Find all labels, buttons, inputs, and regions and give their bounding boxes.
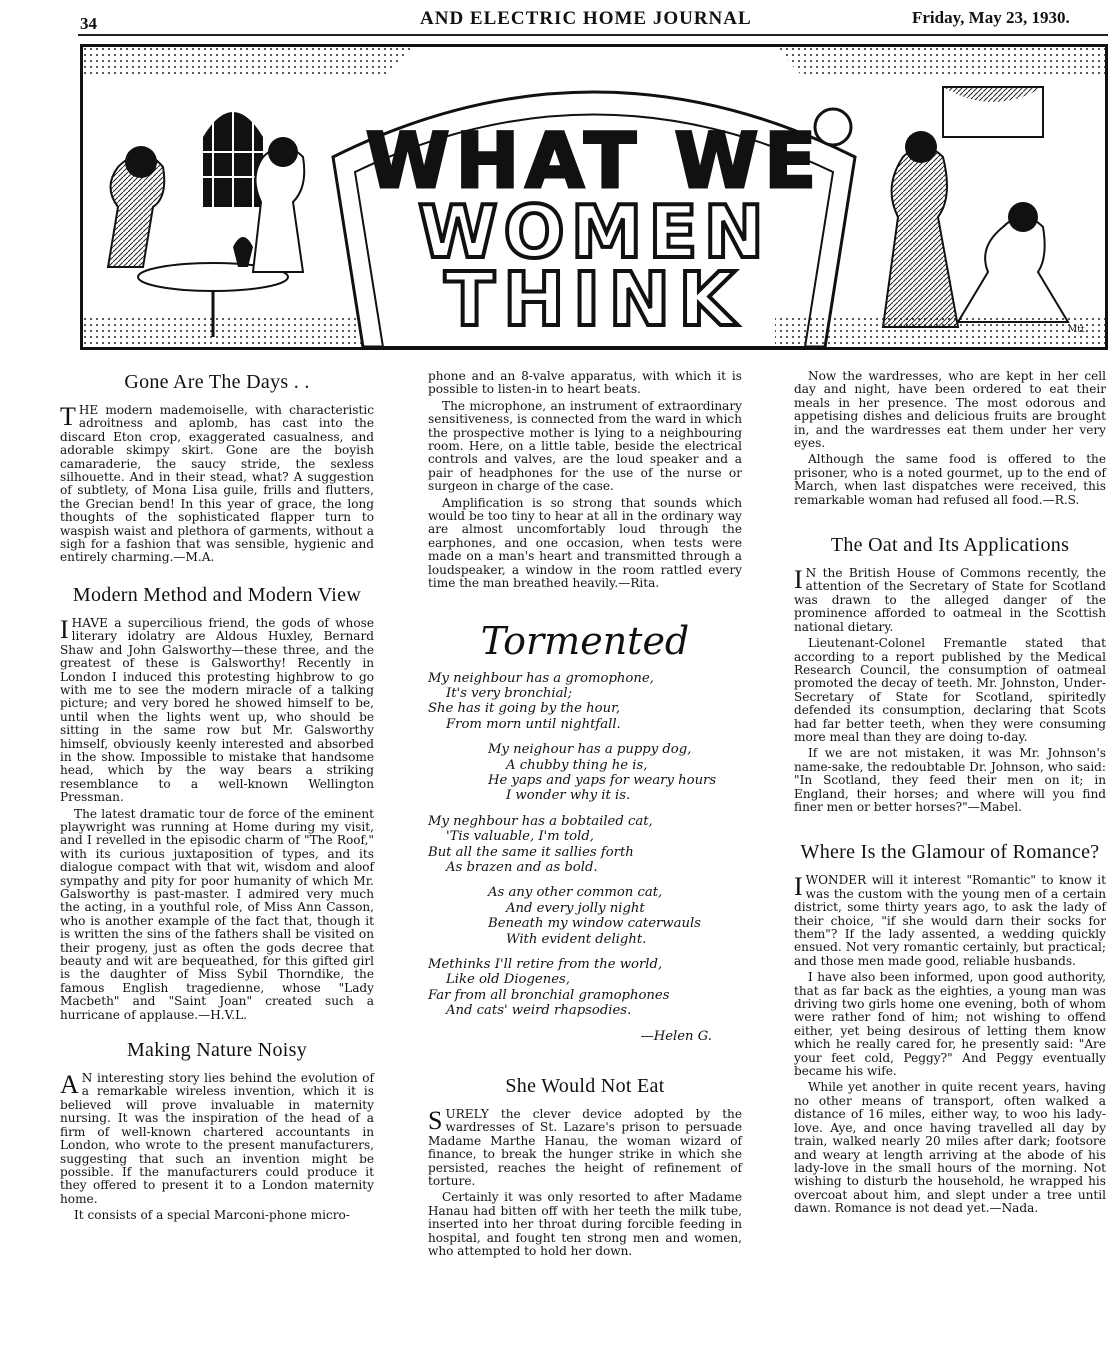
eat-cont-1: Now the wardresses, who are kept in her cell day and night, have been ordered to eat their meals in her presence. The most odorous and appetising dishes and delicious fruits are brought in, and the wardresses eat them under her very eyes.	[794, 369, 1106, 451]
journal-title: AND ELECTRIC HOME JOURNAL	[420, 8, 752, 29]
page-number: 34	[80, 14, 97, 33]
eat-cont-2: Although the same food is offered to the prisoner, who is a noted gourmet, up to the end of March, when last dispatches were received, this remarkable woman had refused all food.—R.S.	[794, 452, 1106, 507]
column-left	[60, 370, 374, 1226]
oat-para-1: I N the British House of Commons recently, the attention of the Secretary of State for Scotland was drawn to the alleged danger of the prominence afforded to oatmeal in the Scottish national dietary.	[794, 565, 1106, 634]
drop-cap: T	[60, 402, 76, 431]
poem-tormented	[428, 671, 742, 1045]
section-banner	[80, 44, 1108, 350]
column-middle	[428, 370, 742, 1262]
eat-para-2: Certainly it was only resorted to after Madame Hanau had bitten off with her teeth the milk tube, inserted into her throat during forcible feeding in hospital, and fought ten strong men and women, who attempted to hold her down.	[428, 1190, 742, 1259]
standing-woman	[883, 147, 958, 327]
noisy-cont-1: phone and an 8-valve apparatus, with which it is possible to listen-in to heart beats.	[428, 369, 742, 397]
masthead-rule	[78, 34, 1108, 36]
banner-line-3: THINK	[444, 257, 744, 343]
headline-noisy: Making Nature Noisy	[126, 1039, 308, 1062]
column-right	[794, 370, 1106, 1219]
ceiling-shading	[83, 47, 413, 77]
issue-date: Friday, May 23, 1930.	[912, 8, 1070, 27]
drop-cap: A	[60, 1070, 79, 1100]
noisy-cont-3: Amplification is so strong that sounds which would be too tiny to hear at all in the ordinary way are almost uncomfortably loud through the earphones, and one occasion, when tests were made on a man's heart and transmitted through a loudspeaker, a window in the room rattled every time the man breathed heavily.—Rita.	[428, 495, 742, 591]
modern-para-2: The latest dramatic tour de force of the eminent playwright was running at Home during my visit, and I revelled in the episodic charm of "The Roof," with its curious juxtaposition of types, and its dialogue compact with that wit, wisdom and aloof sympathy and pity for poor humanity of which Mr. Galsworthy is past-master. I admired very much the acting, in a youthful role, of Miss Ann Casson, who is another example of the fact that, though it is written the sins of the fathers shall be visited on their progeny, just as often the gods decree that beauty and wit are bequeathed, for this gifted girl is the daughter of Miss Sybil Thorndike, the famous English tragedienne, whose "Lady Macbeth" and "Saint Joan" created such a hurricane of applause.—H.V.L.	[60, 806, 374, 1022]
gone-para-1: THE modern mademoiselle, with characteristic adroitness and aplomb, has cast into the discard Eton crop, exaggerated casualness, and adorable skimpy skirt. Gone are the boyish camaraderie, the saucy stride, the sexless silhouette. And in their stead, what? A suggestion of subtlety, of Mona Lisa guile, frills and flutters, the Grecian bend! In this year of grace, the long thoughts of the sophisticated flapper turn to waspish waist and plethora of garments, without a sigh for a fashion that was sensible, hygienic and entirely charming.—M.A.	[60, 402, 374, 565]
noisy-cont-2: The microphone, an instrument of extraordinary sensitiveness, is connected from the ward in which the prospective mother is lying to a neighbouring room. Here, on a little table, beside the electrical controls and valves, are the loud speaker and a pair of headphones for the use of the nurse or surgeon in charge of the case.	[428, 398, 742, 494]
poem-stanza: As any other common cat, And every jolly night Beneath my window caterwauls With evident delight.	[488, 885, 701, 947]
reclining-woman	[958, 217, 1068, 322]
banner-illustration	[83, 47, 1105, 347]
eat-para-1: SURELY the clever device adopted by the wardresses of St. Lazare's prison to persuade Madame Marthe Hanau, the woman wizard of finance, to break the hunger strike in which she persisted, reaches the height of refinement of torture.	[428, 1106, 742, 1189]
banner-line-1: WHAT WE	[365, 116, 823, 205]
noisy-para-2: It consists of a special Marconi-phone micro-	[74, 1208, 350, 1223]
oat-para-3: If we are not mistaken, it was Mr. Johnson's name-sake, the redoubtable Dr. Johnson, who said: "In Scotland, they feed their men on it; in England, their horses; and where will you find finer men or better horses?"—Mabel.	[794, 746, 1106, 814]
poem-stanza: My neighbour has a gromophone, It's very bronchial; She has it going by the hour, From morn until nightfall.	[428, 670, 654, 732]
glamour-para-1: IWONDER will it interest "Romantic" to know it was the custom with the young men of a certain district, some thirty years ago, to ask the lady of their choice, "if she would darn their socks for them"? If the lady assented, a wedding quickly ensued. Not very romantic certainly, but practical; and those men made good, reliable husbands.	[794, 872, 1106, 968]
poem-signature: —Helen G.	[640, 1028, 712, 1044]
poem-stanza: Methinks I'll retire from the world, Like old Diogenes, Far from all bronchial gramophones And cats' weird rhapsodies.	[428, 957, 670, 1019]
poem-stanza: My neghbour has a bobtailed cat, 'Tis valuable, I'm told, But all the same it sallies forth As brazen and as bold.	[428, 813, 653, 875]
headline-eat: She Would Not Eat	[505, 1075, 665, 1098]
noisy-para-1: A N interesting story lies behind the evolution of a remarkable wireless invention, which it is believed will prove invaluable in maternity nursing. It was the inspiration of the head of a firm of well-known chartered accountants in London, who wrote to the present manufacturers, suggesting that such an invention might be possible. If the manufacturers could produce it they offered to present it to a London maternity home.	[60, 1070, 374, 1206]
drop-cap: I	[794, 872, 803, 902]
headline-modern: Modern Method and Modern View	[72, 583, 362, 606]
modern-para-1: IHAVE a supercilious friend, the gods of whose literary idolatry are Aldous Huxley, Bernard Shaw and John Galsworthy—these three, and the greatest of these is Galsworthy! Recently in London I induced this protesting highbrow to go with me to see the modern miracle of a talking picture; and very bored he showed himself to be, until when the lights went up, who should be sitting in the same row but Mr. Galsworthy himself, obviously keenly interested and absorbed in the show. Impossible to mistake that handsome head, which by the way bears a striking resemblance to a well-known Wellington Pressman.	[60, 614, 374, 805]
poem-stanza: My neighour has a puppy dog, A chubby thing he is, He yaps and yaps for weary hours I wonder why it is.	[488, 742, 717, 804]
headline-oat: The Oat and Its Applications	[830, 534, 1070, 557]
headline-glamour: Where Is the Glamour of Romance?	[800, 841, 1100, 864]
glamour-para-3: While yet another in quite recent years, having no other means of transport, often walked a distance of 16 miles, either way, to woo his lady-love. Aye, and once having travelled all day by train, walked nearly 20 miles after dark; footsore and weary at length arriving at the abode of his lady-love in the small hours of the morning. Not wishing to disturb the household, he wrapped his overcoat about him, and slept under a tree until dawn. Romance is not dead yet.—Nada.	[794, 1080, 1106, 1216]
drop-cap: S	[428, 1106, 443, 1136]
poem-title: Tormented	[480, 618, 690, 663]
oat-para-2: Lieutenant-Colonel Fremantle stated that according to a report published by the Medical Research Council, the consumption of oatmeal promoted the decay of teeth. Mr. Johnston, Under-Secretary of State for Scotland, spiritedly defended its consumption, declaring that Scots had far better teeth, when they were consuming more meal than they are doing to-day.	[794, 636, 1106, 744]
glamour-para-2: I have also been informed, upon good authority, that as far back as the eighties, a young man was driving two girls home one evening, both of whom were rather fond of him; not wishing to offend either, yet being desirous of letting them know which he really cared for, he presently said: "Are your feet cold, Peggy?" And Peggy eventually became his wife.	[794, 970, 1106, 1079]
banner-line-2: WOMEN	[418, 190, 770, 274]
headline-gone: Gone Are The Days . .	[124, 371, 310, 393]
drop-cap: I	[794, 565, 803, 595]
artist-signature: Mtt	[1068, 325, 1085, 335]
masthead	[0, 0, 1114, 34]
drop-cap: I	[60, 614, 69, 644]
